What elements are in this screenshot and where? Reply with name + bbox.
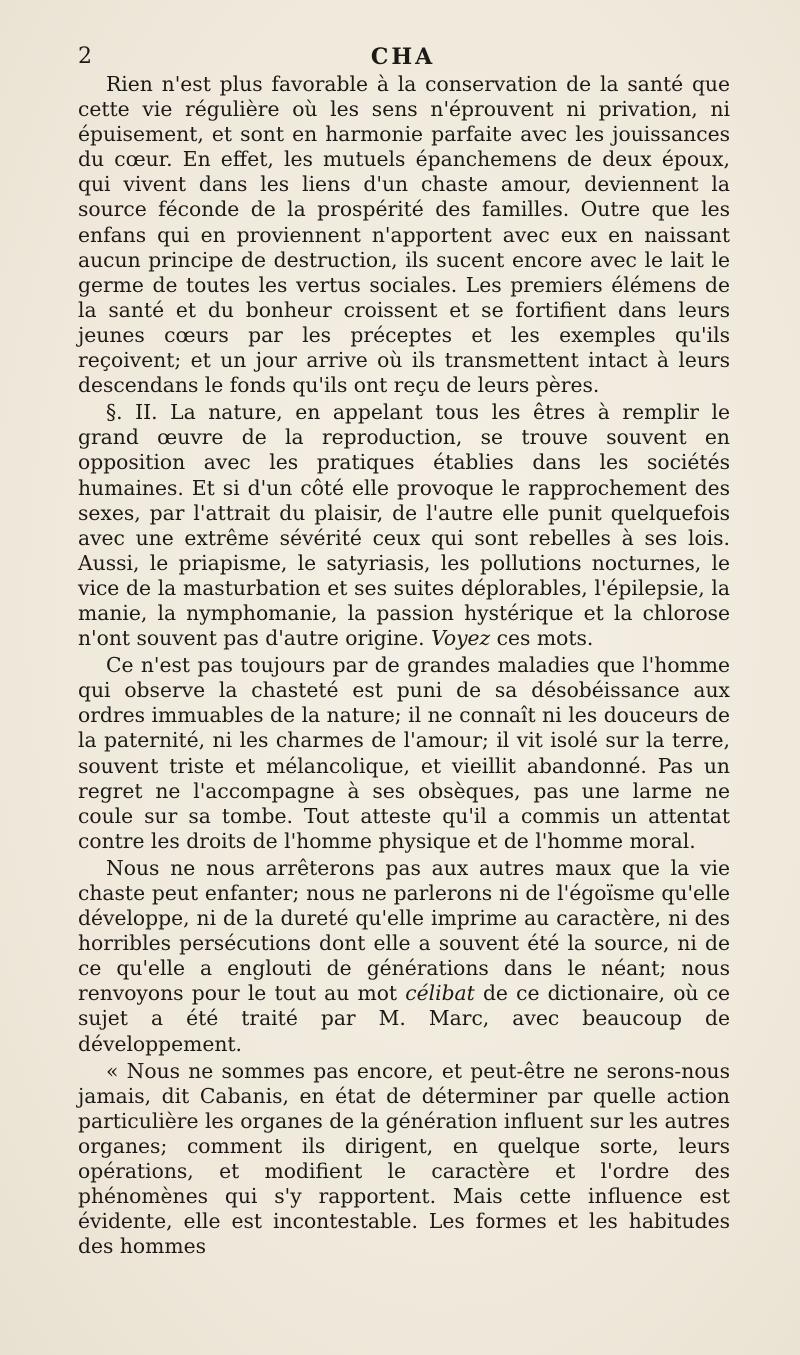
paragraph-text: Ce n'est pas toujours par de grandes maladies que l'homme qui observe la chasteté est puni de sa désobéissance aux ordres immuables de la nature; il ne connaît ni les douceurs de la paternité, ni les charmes de l'amour; il vit isolé sur la terre, souvent triste et mélancolique, et vieillit abandonné. Pas un regret ne l'accompagne à ses obsèques, pas une larme ne coule sur sa tombe. Tout atteste qu'il a commis un attentat contre les droits de l'homme physique et de l'homme moral. bbox=[78, 653, 730, 853]
paragraph-text: « Nous ne sommes pas encore, et peut-être ne serons-nous jamais, dit Cabanis, en état de déterminer par quelle action particulière les organes de la génération influent sur les autres organes; comment ils dirigent, en quelque sorte, leurs opérations, et modifient le caractère et l'ordre des phénomènes qui s'y rapportent. Mais cette influence est évidente, elle est incontestable. Les formes et les habitudes des hommes bbox=[78, 1058, 731, 1259]
paragraph-2 bbox=[78, 400, 730, 651]
paragraph-3 bbox=[78, 653, 730, 854]
paragraph-1 bbox=[78, 72, 730, 398]
paragraph-text-tail: ces mots. bbox=[496, 626, 594, 651]
paragraph-5 bbox=[78, 1059, 730, 1260]
paragraph-text: Nous ne nous arrêterons pas aux autres maux que la vie chaste peut enfanter; nous ne parlerons ni de l'égoïsme qu'elle développe, ni de la dureté qu'elle imprime au caractère, ni des horribles persécutions dont elle a souvent été la source, ni de ce qu'elle a englouti de générations dans le néant; nous renvoyons pour le tout au mot bbox=[78, 855, 730, 1006]
running-title: CHA bbox=[370, 44, 436, 70]
page-number: 2 bbox=[78, 44, 92, 69]
paragraph-text-tail: de ce dictionaire, où ce sujet a été traité par M. Marc, avec beaucoup de développement. bbox=[78, 981, 730, 1056]
paragraph-text: §. II. La nature, en appelant tous les êtres à remplir le grand œuvre de la reproduction, se trouve souvent en opposition avec les pratiques établies dans les sociétés humaines. Et si d'un côté elle provoque le rapprochement des sexes, par l'attrait du plaisir, de l'autre elle punit quelquefois avec une extrême sévérité ceux qui sont rebelles à ses lois. Aussi, le priapisme, le satyriasis, les pollutions nocturnes, le vice de la masturbation et ses suites déplorables, l'épilepsie, la manie, la nymphomanie, la passion hystérique et la chlorose n'ont souvent pas d'autre origine. bbox=[78, 400, 730, 651]
running-head bbox=[78, 44, 728, 74]
paragraph-4 bbox=[78, 856, 730, 1057]
italic-reference: Voyez bbox=[431, 626, 491, 651]
body-text bbox=[78, 72, 730, 1261]
italic-reference: célibat bbox=[405, 981, 475, 1006]
paragraph-text: Rien n'est plus favorable à la conservation de la santé que cette vie régulière où les sens n'éprouvent ni privation, ni épuisement, et sont en harmonie parfaite avec les jouissances du cœur. En effet, les mutuels épanchemens de deux époux, qui vivent dans les liens d'un chaste amour, deviennent la source féconde de la prospérité des familles. Outre que les enfans qui en proviennent n'apportent avec eux en naissant aucun principe de destruction, ils sucent encore avec le lait le germe de toutes les vertus sociales. Les premiers élémens de la santé et du bonheur croissent et se fortifient dans leurs jeunes cœurs par les préceptes et les exemples qu'ils reçoivent; et un jour arrive où ils transmettent intact à leurs descendans le fonds qu'ils ont reçu de leurs pères. bbox=[78, 72, 730, 398]
